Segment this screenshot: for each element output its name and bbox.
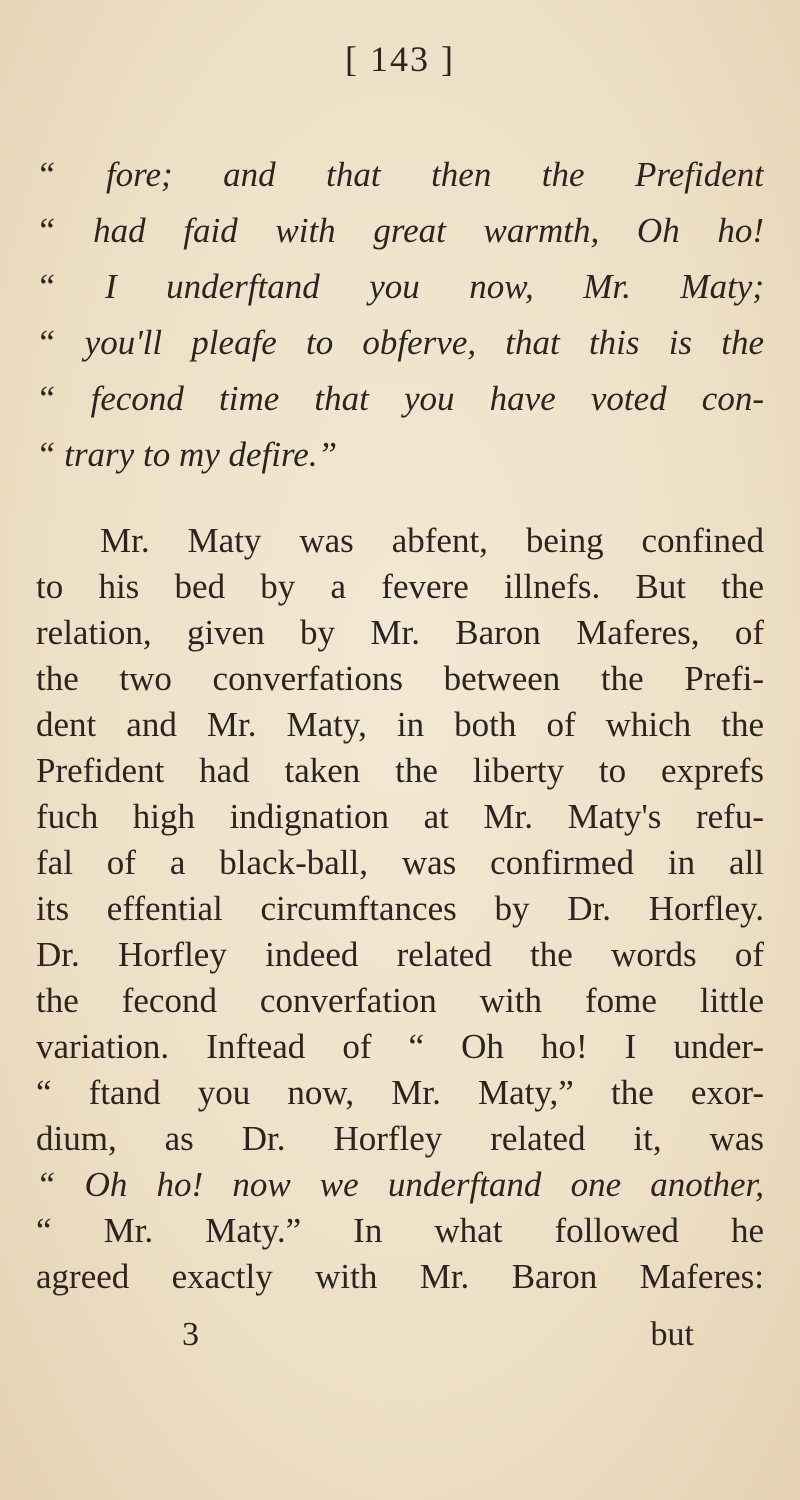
page-number: [ 143 ] [345, 39, 455, 79]
paragraph-line-7: fuch high indignation at Mr. Maty's refu- [36, 797, 764, 836]
quote-line-6: “ trary to my defire.” [36, 435, 338, 474]
paragraph-line-4: the two converfations between the Prefi- [36, 659, 764, 698]
paragraph-line-16: “ Mr. Maty.” In what followed he [36, 1211, 764, 1250]
paragraph-line-9: its effential circumftances by Dr. Horfley. [36, 889, 764, 928]
paragraph-line-15: “ Oh ho! now we underftand one another, [36, 1165, 764, 1204]
paragraph-line-2: to his bed by a fevere illnefs. But the [36, 567, 764, 606]
catchword: but [650, 1316, 694, 1353]
page-footer [36, 1310, 764, 1360]
paragraph-line-13: “ ftand you now, Mr. Maty,” the exor- [36, 1073, 764, 1112]
paragraph-line-17: agreed exactly with Mr. Baron Maferes: [36, 1257, 764, 1296]
signature-mark: 3 [182, 1316, 199, 1353]
paragraph-line-12: variation. Inftead of “ Oh ho! I under- [36, 1027, 764, 1066]
paragraph-line-3: relation, given by Mr. Baron Maferes, of [36, 613, 764, 652]
quote-line-4: “ you'll pleafe to obferve, that this is the [36, 323, 764, 362]
quote-line-2: “ had faid with great warmth, Oh ho! [36, 211, 764, 250]
quote-line-5: “ fecond time that you have voted con- [36, 379, 764, 418]
paragraph-line-1: Mr. Maty was abfent, being confined [100, 521, 764, 560]
paragraph-line-5: dent and Mr. Maty, in both of which the [36, 705, 764, 744]
quote-line-3: “ I underftand you now, Mr. Maty; [36, 267, 764, 306]
quote-line-1: “ fore; and that then the Prefident [36, 155, 764, 194]
paragraph-line-6: Prefident had taken the liberty to exprefs [36, 751, 764, 790]
paragraph-line-14: dium, as Dr. Horfley related it, was [36, 1119, 764, 1158]
paragraph-line-8: fal of a black-ball, was confirmed in all [36, 843, 764, 882]
paragraph-line-10: Dr. Horfley indeed related the words of [36, 935, 764, 974]
paragraph-line-11: the fecond converfation with fome little [36, 981, 764, 1020]
